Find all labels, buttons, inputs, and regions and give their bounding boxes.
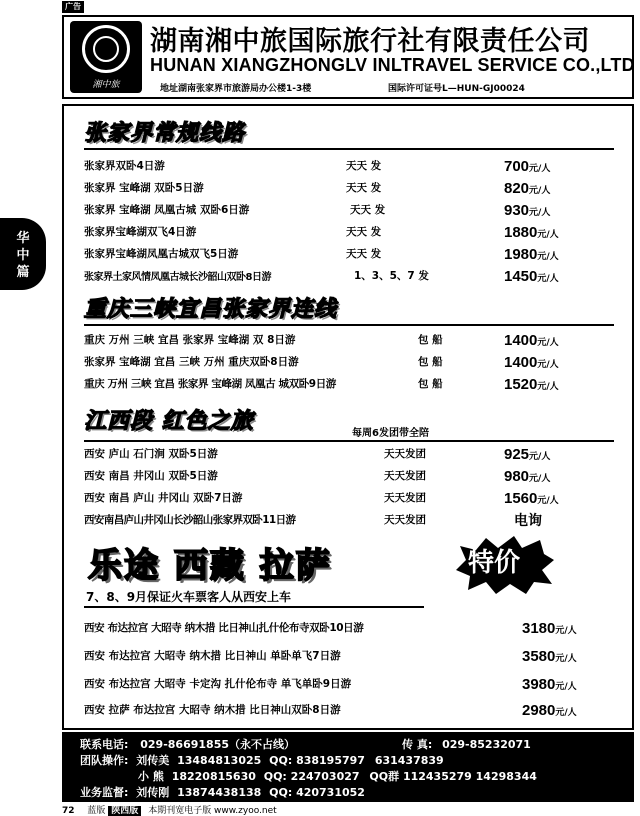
- route-schedule: 天天发团: [384, 514, 426, 526]
- route-price: [504, 444, 550, 463]
- price-unit: 元/人: [537, 360, 559, 370]
- route-name: 张家界 宝峰湖 双卧5日游: [84, 182, 204, 194]
- price-value: 1520: [504, 376, 538, 393]
- fax-number: 029-85232071: [442, 738, 531, 751]
- price-unit: 元/人: [537, 252, 559, 262]
- price-value: 1560: [504, 490, 538, 507]
- phone-number: 029-86691855（永不占线）: [140, 738, 296, 751]
- route-schedule: 天天发团: [384, 448, 426, 460]
- qq-group: QQ群 112435279 14298344: [369, 770, 537, 783]
- special-price-text: 特价: [468, 548, 521, 578]
- route-row: [84, 266, 632, 288]
- price-unit: 元/人: [555, 708, 577, 718]
- route-row: [84, 466, 632, 488]
- supervisor-line: [80, 784, 365, 800]
- company-logo: [70, 21, 142, 93]
- team-line-2: [138, 768, 537, 784]
- supervisor-name: 刘传刚: [136, 786, 170, 799]
- route-row: [84, 646, 632, 668]
- route-name: 西安 拉萨 布达拉宫 大昭寺 纳木措 比日神山双卧8日游: [84, 704, 341, 716]
- price-unit: 元/人: [537, 496, 559, 506]
- company-address: 地址湖南张家界市旅游局办公楼1-3楼: [160, 84, 312, 94]
- route-row: [84, 244, 632, 266]
- price-value: 1980: [504, 246, 538, 263]
- route-price: [522, 674, 577, 693]
- route-row: [84, 700, 632, 722]
- page-number: 72: [62, 806, 75, 816]
- contact-panel: [62, 732, 634, 802]
- route-name: 张家界土家风情凤凰古城长沙韶山双卧8日游: [84, 272, 271, 283]
- price-unit: 元/人: [529, 452, 551, 462]
- route-row: [84, 178, 632, 200]
- team-label: 团队操作:: [80, 754, 129, 767]
- route-row: [84, 488, 632, 510]
- route-schedule: 包 船: [418, 356, 443, 368]
- route-price: [504, 330, 559, 349]
- phone-label: 联系电话:: [80, 738, 129, 751]
- route-price: [504, 200, 550, 219]
- price-unit: 元/人: [537, 338, 559, 348]
- company-name-cn: 湖南湘中旅国际旅行社有限责任公司: [150, 26, 590, 57]
- route-price: [522, 700, 577, 719]
- price-value: 925: [504, 446, 530, 463]
- phone-line: [80, 736, 295, 752]
- route-row: [84, 674, 632, 696]
- price-value: 1400: [504, 332, 538, 349]
- fax-label: 传 真:: [402, 738, 433, 751]
- price-unit: 元/人: [529, 474, 551, 484]
- price-value: 1400: [504, 354, 538, 371]
- operator-phone: 13484813025: [177, 754, 262, 767]
- route-row: [84, 330, 632, 352]
- edition-box: 陕西版: [108, 806, 141, 816]
- route-row: [84, 200, 632, 222]
- supervisor-phone: 13874438138: [177, 786, 262, 799]
- route-name: 重庆 万州 三峡 宜昌 张家界 宝峰湖 凤凰古 城双卧9日游: [84, 378, 336, 390]
- license-number: 国际许可证号L—HUN-GJ00024: [388, 84, 525, 94]
- globe-icon: [82, 25, 130, 73]
- train-notice: 7、8、9月保证火车票客人从西安上车: [86, 590, 292, 604]
- section-divider: [84, 606, 424, 608]
- page-footer: [62, 803, 277, 816]
- logo-text: 湘中旅: [92, 80, 120, 90]
- side-tab-char-2: 中: [16, 248, 30, 263]
- route-schedule: 天天 发: [346, 160, 382, 172]
- section-title-jiangxi: 江西段 红色之旅: [84, 409, 254, 434]
- route-row: [84, 374, 632, 396]
- route-price: [504, 156, 550, 175]
- route-price: [522, 646, 577, 665]
- price-value: 3180: [522, 620, 556, 637]
- price-unit: 元/人: [537, 230, 559, 240]
- route-name: 张家界双卧4日游: [84, 160, 165, 172]
- route-schedule: 天天发团: [384, 470, 426, 482]
- route-name: 张家界宝峰湖双飞4日游: [84, 226, 197, 238]
- route-schedule: 天天发团: [384, 492, 426, 504]
- operator-qq: QQ: 838195797: [269, 754, 365, 767]
- website-text: 本期刊宽电子版 www.zyoo.net: [148, 806, 277, 816]
- route-price: [514, 510, 542, 530]
- route-price: [504, 352, 559, 371]
- company-name-en: HUNAN XIANGZHONGLV INLTRAVEL SERVICE CO.,LTD: [150, 55, 635, 75]
- route-row: [84, 352, 632, 374]
- side-tab-char-1: 华: [16, 231, 30, 246]
- route-price: [504, 266, 559, 285]
- section-title-zhangjiajie: 张家界常规线路: [84, 121, 246, 146]
- route-schedule: 天天 发: [346, 182, 382, 194]
- route-schedule: 包 船: [418, 334, 443, 346]
- route-row: [84, 444, 632, 466]
- price-unit: 元/人: [555, 682, 577, 692]
- route-name: 西安 庐山 石门涧 双卧5日游: [84, 448, 218, 460]
- route-price: [504, 222, 559, 241]
- route-name: 西安 南昌 井冈山 双卧5日游: [84, 470, 218, 482]
- operator-name: 小 熊: [138, 770, 164, 783]
- operator-qq-extra: 631437839: [374, 754, 444, 767]
- route-schedule: 1、3、5、7 发: [354, 270, 429, 282]
- route-name: 张家界 宝峰湖 宜昌 三峡 万州 重庆双卧8日游: [84, 356, 299, 368]
- route-row: [84, 156, 632, 178]
- route-price: [504, 466, 550, 485]
- operator-qq: QQ: 224703027: [263, 770, 360, 783]
- route-price: [504, 488, 559, 507]
- route-schedule: 天天 发: [346, 248, 382, 260]
- route-price: [504, 178, 550, 197]
- price-unit: 元/人: [529, 186, 551, 196]
- price-value: 820: [504, 180, 530, 197]
- price-value: 1450: [504, 268, 538, 285]
- supervisor-label: 业务监督:: [80, 786, 129, 799]
- region-side-tab: [0, 218, 46, 290]
- section-divider: [84, 324, 614, 326]
- section-note: 每周6发团带全陪: [352, 428, 429, 439]
- route-name: 张家界宝峰湖凤凰古城双飞5日游: [84, 248, 239, 260]
- route-price: [522, 618, 577, 637]
- route-row: [84, 222, 632, 244]
- route-list-panel: [62, 104, 634, 730]
- route-name: 西安 南昌 庐山 井冈山 双卧7日游: [84, 492, 243, 504]
- price-value: 电询: [514, 512, 542, 528]
- route-schedule: 包 船: [418, 378, 443, 390]
- route-price: [504, 374, 559, 393]
- price-unit: 元/人: [537, 382, 559, 392]
- price-unit: 元/人: [555, 626, 577, 636]
- company-header: [62, 15, 634, 99]
- price-unit: 元/人: [529, 164, 551, 174]
- section-divider: [84, 440, 614, 442]
- route-name: 西安 布达拉宫 大昭寺 纳木措 比日神山 单卧单飞7日游: [84, 650, 341, 662]
- route-row: [84, 510, 632, 532]
- price-value: 980: [504, 468, 530, 485]
- route-name: 张家界 宝峰湖 凤凰古城 双卧6日游: [84, 204, 250, 216]
- ad-tag: 广告: [62, 1, 84, 13]
- edition-label: 蓝版: [87, 806, 106, 816]
- top-strip: [0, 0, 640, 14]
- route-schedule: 天天 发: [346, 226, 382, 238]
- fax-line: [402, 736, 531, 752]
- route-name: 重庆 万州 三峡 宜昌 张家界 宝峰湖 双 8日游: [84, 334, 296, 346]
- route-schedule: 天天 发: [350, 204, 386, 216]
- section-title-three-gorges: 重庆三峡宜昌张家界连线: [84, 297, 338, 322]
- price-unit: 元/人: [529, 208, 551, 218]
- route-price: [504, 244, 559, 263]
- price-value: 1880: [504, 224, 538, 241]
- price-value: 3580: [522, 648, 556, 665]
- price-value: 3980: [522, 676, 556, 693]
- route-row: [84, 618, 632, 640]
- tibet-title: 乐途 西藏 拉萨: [88, 546, 332, 586]
- price-value: 930: [504, 202, 530, 219]
- globe-inner-ring: [93, 36, 119, 62]
- special-price-badge: [456, 536, 546, 588]
- team-line-1: [80, 752, 444, 768]
- side-tab-char-3: 篇: [16, 265, 30, 280]
- price-unit: 元/人: [555, 654, 577, 664]
- price-value: 2980: [522, 702, 556, 719]
- price-unit: 元/人: [537, 274, 559, 284]
- section-divider: [84, 148, 614, 150]
- supervisor-qq: QQ: 420731052: [269, 786, 365, 799]
- route-name: 西安 布达拉宫 大昭寺 卡定沟 扎什伦布寺 单飞单卧9日游: [84, 678, 352, 690]
- price-value: 700: [504, 158, 530, 175]
- route-name: 西安 布达拉宫 大昭寺 纳木措 比日神山扎什伦布寺双卧10日游: [84, 622, 364, 634]
- route-name: 西安南昌庐山井冈山长沙韶山张家界双卧11日游: [84, 514, 296, 526]
- operator-name: 刘传美: [136, 754, 170, 767]
- operator-phone: 18220815630: [171, 770, 256, 783]
